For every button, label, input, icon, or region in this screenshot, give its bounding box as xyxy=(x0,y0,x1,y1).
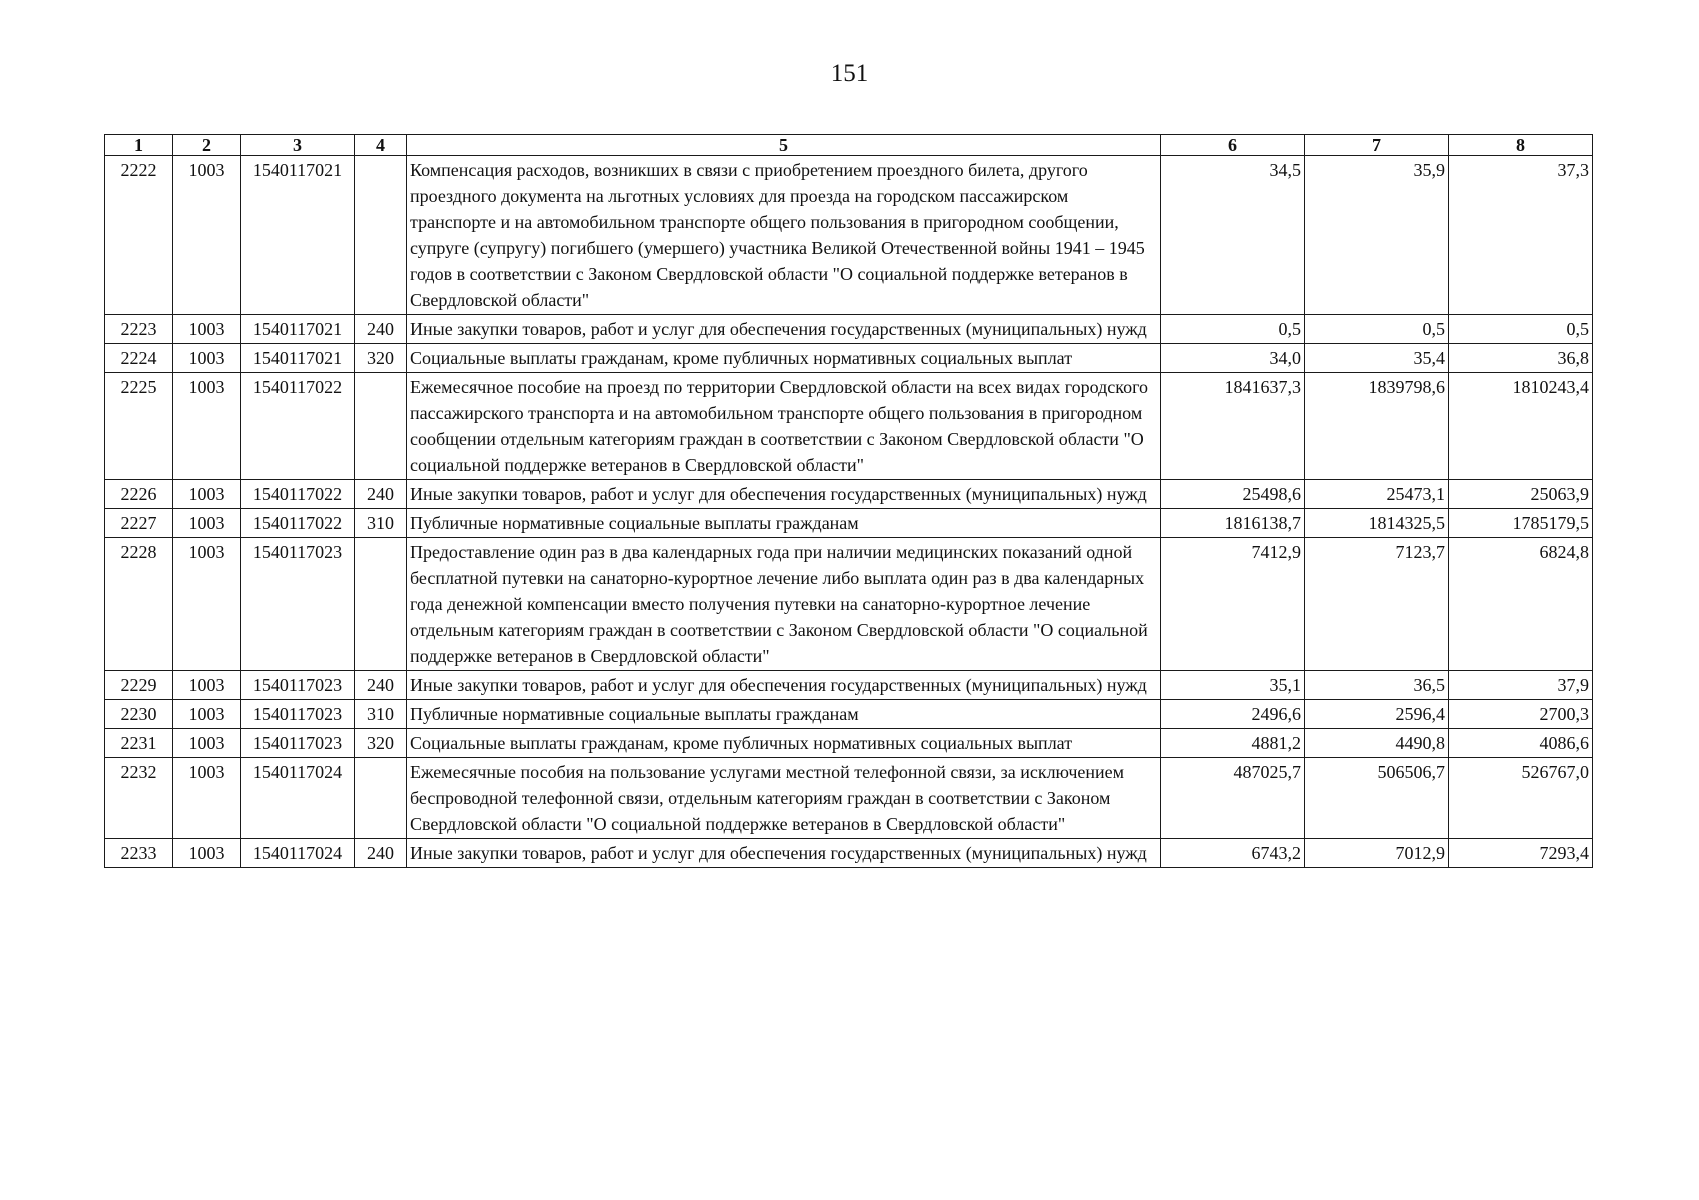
target-article-cell: 1540117021 xyxy=(241,315,355,344)
header-cell: 1 xyxy=(105,135,173,156)
row-number-cell: 2232 xyxy=(105,758,173,839)
table-row xyxy=(105,538,1593,671)
value-col8-cell: 36,8 xyxy=(1449,344,1593,373)
target-article-cell: 1540117021 xyxy=(241,344,355,373)
value-col7-cell: 25473,1 xyxy=(1305,480,1449,509)
table-row xyxy=(105,480,1593,509)
table-row xyxy=(105,156,1593,315)
target-article-cell: 1540117023 xyxy=(241,729,355,758)
value-col7-cell: 7123,7 xyxy=(1305,538,1449,671)
target-article-cell: 1540117021 xyxy=(241,156,355,315)
row-number-cell: 2224 xyxy=(105,344,173,373)
expense-type-cell: 310 xyxy=(355,509,407,538)
table-body xyxy=(105,156,1593,868)
value-col6-cell: 7412,9 xyxy=(1161,538,1305,671)
table-row xyxy=(105,729,1593,758)
section-code-cell: 1003 xyxy=(173,344,241,373)
section-code-cell: 1003 xyxy=(173,758,241,839)
expense-type-cell: 320 xyxy=(355,344,407,373)
section-code-cell: 1003 xyxy=(173,315,241,344)
value-col7-cell: 2596,4 xyxy=(1305,700,1449,729)
description-cell: Социальные выплаты гражданам, кроме публичных нормативных социальных выплат xyxy=(407,344,1161,373)
value-col8-cell: 526767,0 xyxy=(1449,758,1593,839)
description-cell: Предоставление один раз в два календарных года при наличии медицинских показаний одной бесплатной путевки на санаторно-курортное лечение либо выплата один раз в два календарных года денежной компенсации вместо получения путевки на санаторно-курортное лечение отдельным категориям граждан в соответствии с Законом Свердловской области "О социальной поддержке ветеранов в Свердловской области" xyxy=(407,538,1161,671)
value-col7-cell: 35,4 xyxy=(1305,344,1449,373)
value-col6-cell: 25498,6 xyxy=(1161,480,1305,509)
table-row xyxy=(105,671,1593,700)
description-cell: Иные закупки товаров, работ и услуг для обеспечения государственных (муниципальных) нужд xyxy=(407,315,1161,344)
row-number-cell: 2227 xyxy=(105,509,173,538)
description-cell: Ежемесячные пособия на пользование услугами местной телефонной связи, за исключением беспроводной телефонной связи, отдельным категориям граждан в соответствии с Законом Свердловской области "О социальной поддержке ветеранов в Свердловской области" xyxy=(407,758,1161,839)
expense-type-cell: 240 xyxy=(355,671,407,700)
value-col6-cell: 487025,7 xyxy=(1161,758,1305,839)
value-col7-cell: 1814325,5 xyxy=(1305,509,1449,538)
value-col7-cell: 4490,8 xyxy=(1305,729,1449,758)
table-row xyxy=(105,344,1593,373)
target-article-cell: 1540117023 xyxy=(241,538,355,671)
value-col7-cell: 36,5 xyxy=(1305,671,1449,700)
header-cell: 7 xyxy=(1305,135,1449,156)
table-row xyxy=(105,509,1593,538)
header-cell: 8 xyxy=(1449,135,1593,156)
section-code-cell: 1003 xyxy=(173,700,241,729)
value-col6-cell: 1841637,3 xyxy=(1161,373,1305,480)
expense-type-cell: 240 xyxy=(355,480,407,509)
value-col8-cell: 7293,4 xyxy=(1449,839,1593,868)
target-article-cell: 1540117022 xyxy=(241,480,355,509)
target-article-cell: 1540117023 xyxy=(241,671,355,700)
table-row xyxy=(105,700,1593,729)
section-code-cell: 1003 xyxy=(173,373,241,480)
description-cell: Публичные нормативные социальные выплаты гражданам xyxy=(407,509,1161,538)
value-col6-cell: 1816138,7 xyxy=(1161,509,1305,538)
value-col7-cell: 0,5 xyxy=(1305,315,1449,344)
description-cell: Иные закупки товаров, работ и услуг для обеспечения государственных (муниципальных) нужд xyxy=(407,671,1161,700)
row-number-cell: 2225 xyxy=(105,373,173,480)
description-cell: Ежемесячное пособие на проезд по территории Свердловской области на всех видах городского пассажирского транспорта и на автомобильном транспорте общего пользования в пригородном сообщении отдельным категориям граждан в соответствии с Законом Свердловской области "О социальной поддержке ветеранов в Свердловской области" xyxy=(407,373,1161,480)
table-row xyxy=(105,758,1593,839)
header-cell: 3 xyxy=(241,135,355,156)
expense-type-cell: 310 xyxy=(355,700,407,729)
expense-type-cell xyxy=(355,373,407,480)
header-cell: 6 xyxy=(1161,135,1305,156)
expense-type-cell xyxy=(355,538,407,671)
row-number-cell: 2223 xyxy=(105,315,173,344)
row-number-cell: 2229 xyxy=(105,671,173,700)
value-col7-cell: 1839798,6 xyxy=(1305,373,1449,480)
description-cell: Иные закупки товаров, работ и услуг для обеспечения государственных (муниципальных) нужд xyxy=(407,839,1161,868)
value-col6-cell: 6743,2 xyxy=(1161,839,1305,868)
value-col8-cell: 25063,9 xyxy=(1449,480,1593,509)
target-article-cell: 1540117024 xyxy=(241,758,355,839)
expense-type-cell xyxy=(355,758,407,839)
table-row xyxy=(105,373,1593,480)
target-article-cell: 1540117023 xyxy=(241,700,355,729)
expense-type-cell xyxy=(355,156,407,315)
table-row xyxy=(105,315,1593,344)
description-cell: Компенсация расходов, возникших в связи с приобретением проездного билета, другого проездного документа на льготных условиях для проезда на городском пассажирском транспорте и на автомобильном транспорте общего пользования в пригородном сообщении, супруге (супругу) погибшего (умершего) участника Великой Отечественной войны 1941 – 1945 годов в соответствии с Законом Свердловской области "О социальной поддержке ветеранов в Свердловской области" xyxy=(407,156,1161,315)
value-col6-cell: 2496,6 xyxy=(1161,700,1305,729)
header-cell: 5 xyxy=(407,135,1161,156)
expense-type-cell: 240 xyxy=(355,315,407,344)
budget-table xyxy=(104,134,1593,868)
value-col6-cell: 4881,2 xyxy=(1161,729,1305,758)
value-col8-cell: 6824,8 xyxy=(1449,538,1593,671)
section-code-cell: 1003 xyxy=(173,671,241,700)
header-cell: 4 xyxy=(355,135,407,156)
page-number: 151 xyxy=(830,60,869,87)
value-col6-cell: 0,5 xyxy=(1161,315,1305,344)
row-number-cell: 2226 xyxy=(105,480,173,509)
value-col7-cell: 35,9 xyxy=(1305,156,1449,315)
description-cell: Социальные выплаты гражданам, кроме публичных нормативных социальных выплат xyxy=(407,729,1161,758)
row-number-cell: 2230 xyxy=(105,700,173,729)
section-code-cell: 1003 xyxy=(173,509,241,538)
expense-type-cell: 240 xyxy=(355,839,407,868)
section-code-cell: 1003 xyxy=(173,839,241,868)
value-col7-cell: 506506,7 xyxy=(1305,758,1449,839)
value-col8-cell: 1785179,5 xyxy=(1449,509,1593,538)
description-cell: Публичные нормативные социальные выплаты гражданам xyxy=(407,700,1161,729)
description-cell: Иные закупки товаров, работ и услуг для обеспечения государственных (муниципальных) нужд xyxy=(407,480,1161,509)
value-col8-cell: 37,9 xyxy=(1449,671,1593,700)
table-row xyxy=(105,839,1593,868)
value-col6-cell: 34,0 xyxy=(1161,344,1305,373)
value-col8-cell: 4086,6 xyxy=(1449,729,1593,758)
value-col8-cell: 37,3 xyxy=(1449,156,1593,315)
value-col6-cell: 35,1 xyxy=(1161,671,1305,700)
section-code-cell: 1003 xyxy=(173,156,241,315)
row-number-cell: 2228 xyxy=(105,538,173,671)
value-col7-cell: 7012,9 xyxy=(1305,839,1449,868)
value-col8-cell: 0,5 xyxy=(1449,315,1593,344)
row-number-cell: 2222 xyxy=(105,156,173,315)
target-article-cell: 1540117022 xyxy=(241,373,355,480)
target-article-cell: 1540117024 xyxy=(241,839,355,868)
header-cell: 2 xyxy=(173,135,241,156)
header-row xyxy=(105,135,1593,156)
expense-type-cell: 320 xyxy=(355,729,407,758)
row-number-cell: 2233 xyxy=(105,839,173,868)
section-code-cell: 1003 xyxy=(173,538,241,671)
target-article-cell: 1540117022 xyxy=(241,509,355,538)
row-number-cell: 2231 xyxy=(105,729,173,758)
value-col6-cell: 34,5 xyxy=(1161,156,1305,315)
value-col8-cell: 1810243,4 xyxy=(1449,373,1593,480)
value-col8-cell: 2700,3 xyxy=(1449,700,1593,729)
section-code-cell: 1003 xyxy=(173,480,241,509)
section-code-cell: 1003 xyxy=(173,729,241,758)
